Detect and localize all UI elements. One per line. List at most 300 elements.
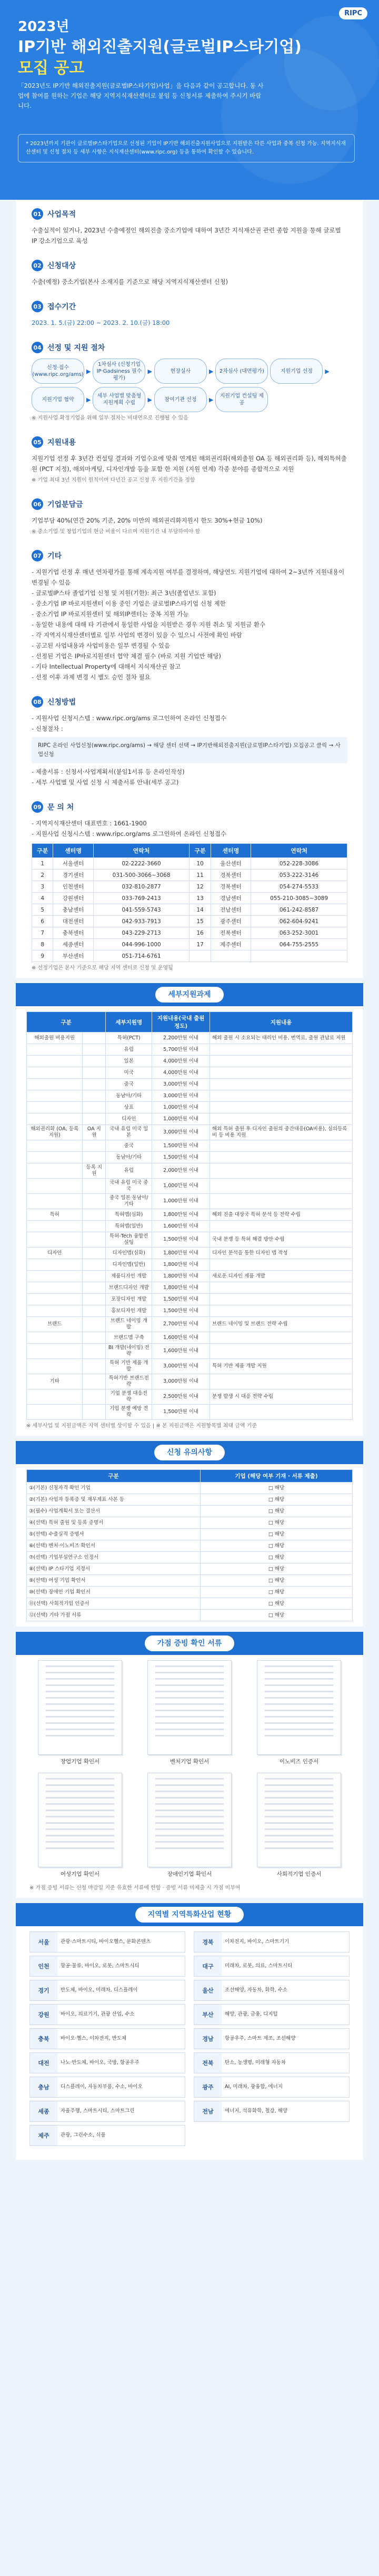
table-cell: 055-210-3085~3089 <box>251 893 347 904</box>
table-row <box>27 1248 353 1259</box>
table-header: 구분 <box>32 844 53 858</box>
table-header: 세부지원명 <box>106 1012 152 1033</box>
contact-table <box>32 843 347 962</box>
table-cell: 경기센터 <box>53 870 93 881</box>
table-cell: 2,500만원 이내 <box>152 1389 210 1405</box>
document-thumbnail <box>38 1660 122 1755</box>
table-row <box>27 1587 353 1598</box>
table-cell: 기업 분쟁 대응전략 <box>106 1389 152 1405</box>
table-cell: 브랜드 네이밍 개발 <box>106 1317 152 1332</box>
region-desc: 자율주행, 스마트시티, 스마트그린 <box>61 2108 135 2114</box>
document-line <box>46 1722 114 1724</box>
checklist-table <box>26 1469 353 1621</box>
table-cell: 특허맵(일반) <box>106 1221 152 1232</box>
table-cell <box>27 1044 83 1056</box>
table-cell: 9 <box>32 950 53 962</box>
document-line <box>46 1835 114 1836</box>
document-line <box>155 1835 224 1836</box>
table-cell: □ 해당 <box>201 1517 353 1529</box>
region-desc: 디스플레이, 자동차부품, 수소, 바이오 <box>61 2084 143 2090</box>
section-note: ※ 중소기업 및 창업기업의 현금 비율이 다르며 지원기간 내 부담하여야 할 <box>32 529 201 535</box>
table-row <box>27 1405 353 1420</box>
table-cell: BI 개발(네이밍) 전략 <box>106 1344 152 1359</box>
process-step: 1차심사 (신청기업 IP·Gadsiness 필수 평가) <box>93 359 145 384</box>
table-cell: ⑤(선택) 수출실적 증명서 <box>27 1529 201 1540</box>
table-cell: 1,600만원 이내 <box>152 1344 210 1359</box>
table-row <box>27 1294 353 1305</box>
document-line <box>155 1684 224 1686</box>
table-cell: 등록 지원 <box>83 1163 106 1179</box>
section-note: ※ 선정기업은 본사 기준으로 해당 지역 센터로 신청 및 운영됨 <box>32 965 173 971</box>
document-line <box>46 1797 114 1798</box>
document-card <box>30 1773 130 1878</box>
table-cell: 전북센터 <box>211 927 251 939</box>
table-cell: ⑥(선택) 벤처·이노비즈 확인서 <box>27 1540 201 1552</box>
region-item <box>194 1980 350 2001</box>
band-title: 세부지원과제 <box>155 987 223 1003</box>
document-line <box>265 1678 333 1680</box>
etc-item: - 지원기업 선정 후 매년 연차평가를 통해 계속지원 여부를 결정하며, 해당연도 지원기업에 대하여 2~3년까 지원내용이 변경될 수 있음 <box>32 568 345 586</box>
table-cell: □ 해당 <box>201 1575 353 1587</box>
section-number: 06 <box>32 498 43 510</box>
document-line <box>265 1803 333 1805</box>
section-contact <box>16 793 363 978</box>
table-cell: 유럽 <box>106 1044 152 1056</box>
region-item <box>194 2004 350 2025</box>
section-note: ※ 기업 최대 3년 지원이 원칙이며 다년간 공고 신청 후 지원기간을 정함 <box>32 477 195 483</box>
table-header: 구분 <box>27 1470 201 1483</box>
table-cell: □ 해당 <box>201 1494 353 1506</box>
process-step: 신청·접수 (www.ripc.org/ams) <box>32 359 84 384</box>
table-cell: 17 <box>190 939 211 950</box>
table-cell: 해외 진출 대상국 특허 분석 등 전략 수립 <box>210 1209 353 1221</box>
table-cell: 기업 분쟁 예방 전략 <box>106 1405 152 1420</box>
table-cell: 033-769-2413 <box>93 893 190 904</box>
table-row <box>32 939 347 950</box>
document-line <box>155 1691 224 1692</box>
region-desc: 바이오·헬스, 이차전지, 반도체 <box>61 2036 127 2041</box>
table-cell: 054-274-5533 <box>251 881 347 893</box>
table-cell: □ 해당 <box>201 1506 353 1517</box>
table-cell <box>27 1282 83 1294</box>
document-line <box>46 1784 114 1786</box>
document-line <box>155 1710 224 1711</box>
table-cell: 1 <box>32 858 53 870</box>
table-row <box>27 1494 353 1506</box>
document-thumbnail <box>38 1773 122 1867</box>
table-cell <box>83 1344 106 1359</box>
section-title: 문 의 처 <box>47 803 74 812</box>
table-cell: 15 <box>190 916 211 927</box>
region-name: 부산 <box>194 2005 222 2025</box>
arrow-right-icon: ▶ <box>147 367 152 375</box>
region-name: 충북 <box>30 2029 57 2049</box>
document-line <box>265 1735 333 1736</box>
table-row <box>32 950 347 962</box>
section-text: 지원기업 선정 후 3년간 컨설팅 결과와 기업수요에 맞춰 연계된 해외권리화(해외출원 OA 등 해외권리화 등), 해외특허출원 (PCT 지정), 해외마케팅, 디자인개발 등을 포함 한 지원 (지원 연계) 각종 분야를 종합적으로 지원 <box>32 455 347 473</box>
table-cell <box>210 1344 353 1359</box>
table-cell: 1,800만원 이내 <box>152 1271 210 1282</box>
document-card <box>249 1660 349 1765</box>
document-line <box>265 1791 333 1792</box>
document-thumbnail <box>147 1660 232 1755</box>
etc-item: - 중소기업 IP 바로지원센터 이용 중인 기업은 글로벌IP스타기업 신청 제한 <box>32 600 226 607</box>
section-process <box>16 333 363 428</box>
arrow-right-icon: ▶ <box>147 396 152 403</box>
table-cell: 부산센터 <box>53 950 93 962</box>
region-item <box>194 1931 350 1953</box>
table-cell <box>83 1271 106 1282</box>
document-line <box>46 1735 114 1736</box>
table-cell: 울산센터 <box>211 858 251 870</box>
table-cell: 1,500만원 이내 <box>152 1232 210 1248</box>
table-cell: 1,500만원 이내 <box>152 1140 210 1152</box>
table-cell: OA 지원 <box>83 1125 106 1140</box>
table-cell: 14 <box>190 904 211 916</box>
table-cell: 특허 기반 제품 개발 지원 <box>210 1359 353 1374</box>
document-line <box>265 1797 333 1798</box>
table-header: 기업 (해당 여부 기재 · 서류 제출) <box>201 1470 353 1483</box>
table-cell: 디자인 <box>106 1113 152 1125</box>
table-cell <box>83 1405 106 1420</box>
document-line <box>46 1684 114 1686</box>
table-cell: □ 해당 <box>201 1483 353 1494</box>
table-cell: 경북센터 <box>211 881 251 893</box>
table-row <box>32 916 347 927</box>
table-cell <box>83 1359 106 1374</box>
table-header: 지원내용(국내 출원 정도) <box>152 1012 210 1033</box>
table-cell <box>27 1405 83 1420</box>
document-line <box>46 1678 114 1680</box>
table-cell <box>27 1389 83 1405</box>
table-cell <box>210 1332 353 1344</box>
table-cell: 02-2222-3660 <box>93 858 190 870</box>
table-cell: □ 해당 <box>201 1587 353 1598</box>
region-item <box>29 2052 185 2073</box>
divider <box>16 1627 363 1632</box>
document-line <box>155 1797 224 1798</box>
contact-system-link[interactable]: - 지원사업 신청시스템 : www.ripc.org/ams 로그인하여 온라인 신청접수 <box>32 830 226 837</box>
table-cell: 063-252-3001 <box>251 927 347 939</box>
table-cell: 특허기반 브랜드전략 <box>106 1374 152 1389</box>
divider <box>16 978 363 983</box>
document-line <box>46 1672 114 1673</box>
table-header: 구분 <box>27 1012 106 1033</box>
table-cell: 국내 유럽 미국 일본 <box>106 1125 152 1140</box>
document-line <box>265 1722 333 1724</box>
table-cell: 5,700만원 이내 <box>152 1044 210 1056</box>
document-thumbnail <box>257 1773 341 1867</box>
table-cell: 051-714-6761 <box>93 950 190 962</box>
table-cell <box>210 1044 353 1056</box>
document-line <box>155 1697 224 1699</box>
section-text: 기업부담 40%(연간 20% 기준, 20% 미만의 해외권리화지원시 한도 30%+현금 10%) <box>32 517 263 524</box>
table-cell: 동남아/기타 <box>106 1090 152 1102</box>
table-cell: □ 해당 <box>201 1563 353 1575</box>
table-cell: 1,000만원 이내 <box>152 1194 210 1209</box>
table-cell: 포장디자인 개발 <box>106 1294 152 1305</box>
table-row <box>27 1598 353 1610</box>
table-cell: 1,800만원 이내 <box>152 1209 210 1221</box>
document-line <box>46 1729 114 1730</box>
table-cell <box>83 1152 106 1163</box>
table-cell: □ 해당 <box>201 1529 353 1540</box>
table-cell <box>27 1163 83 1179</box>
table-row <box>27 1332 353 1344</box>
ripc-logo: RIPC <box>339 7 367 19</box>
table-row <box>27 1221 353 1232</box>
table-cell: 044-996-1000 <box>93 939 190 950</box>
table-cell <box>83 1317 106 1332</box>
document-line <box>46 1810 114 1811</box>
region-item <box>194 1956 350 1977</box>
table-row <box>32 881 347 893</box>
table-cell <box>210 1305 353 1317</box>
table-cell: 일본 <box>106 1056 152 1067</box>
table-cell: 미국 <box>106 1067 152 1079</box>
region-name: 강원 <box>30 2005 57 2025</box>
region-item <box>29 1931 185 1953</box>
table-cell: 새로운 디자인 제품 개발 <box>210 1271 353 1282</box>
table-cell: 5 <box>32 904 53 916</box>
table-header: 연락처 <box>93 844 190 858</box>
table-cell: 4 <box>32 893 53 904</box>
table-row <box>27 1079 353 1090</box>
document-line <box>265 1784 333 1786</box>
table-cell <box>83 1332 106 1344</box>
region-desc: 조선해양, 자동차, 화학, 수소 <box>225 1987 288 1993</box>
document-label: 창업기업 확인서 <box>60 1759 100 1765</box>
table-cell: 중국 <box>106 1079 152 1090</box>
section-title: 선정 및 지원 절차 <box>47 344 105 352</box>
table-cell: 061-242-8587 <box>251 904 347 916</box>
table-cell: 동남아/기타 <box>106 1152 152 1163</box>
band-title: 지역별 지역특화산업 현황 <box>135 1907 244 1923</box>
table-cell: 특허 <box>27 1209 83 1221</box>
table-row <box>27 1517 353 1529</box>
table-cell: 기타 <box>27 1374 83 1389</box>
table-cell: 064-755-2555 <box>251 939 347 950</box>
table-row <box>27 1483 353 1494</box>
section-apply <box>16 688 363 793</box>
document-label: 장애인기업 확인서 <box>167 1871 212 1877</box>
process-steps <box>32 359 347 412</box>
table-cell <box>83 1179 106 1194</box>
table-row <box>27 1529 353 1540</box>
document-line <box>265 1778 333 1780</box>
document-line <box>46 1822 114 1824</box>
document-line <box>46 1841 114 1843</box>
document-line <box>155 1778 224 1780</box>
table-header: 지원내용 <box>210 1012 353 1033</box>
table-cell: □ 해당 <box>201 1610 353 1621</box>
table-cell <box>83 1221 106 1232</box>
document-line <box>46 1816 114 1817</box>
table-cell <box>210 1152 353 1163</box>
table-cell <box>83 1305 106 1317</box>
table-row <box>27 1610 353 1621</box>
document-thumbnail <box>257 1660 341 1755</box>
table-cell <box>27 1102 83 1113</box>
table-cell: 2,700만원 이내 <box>152 1317 210 1332</box>
table-cell: 대전센터 <box>53 916 93 927</box>
table-cell <box>27 1259 83 1271</box>
document-line <box>155 1803 224 1805</box>
table-cell: 디자인맵(일반) <box>106 1259 152 1271</box>
table-row <box>27 1563 353 1575</box>
section-purpose <box>16 200 363 251</box>
table-cell <box>83 1044 106 1056</box>
table-row <box>32 927 347 939</box>
table-cell: 12 <box>190 881 211 893</box>
document-label: 벤처기업 확인서 <box>169 1759 210 1765</box>
table-row <box>32 893 347 904</box>
table-cell: 브랜드 네이밍 및 브랜드 전략 수립 <box>210 1317 353 1332</box>
document-line <box>265 1847 333 1849</box>
table-cell: 국내 유럽 미국 중국 <box>106 1179 152 1194</box>
process-step: 2차심사 (대면평가) <box>215 359 268 384</box>
table-cell: 3,000만원 이내 <box>152 1090 210 1102</box>
table-cell <box>210 1067 353 1079</box>
document-line <box>46 1691 114 1692</box>
table-cell: 경남센터 <box>211 893 251 904</box>
region-item <box>29 2028 185 2049</box>
document-line <box>155 1828 224 1830</box>
table-cell: ⑫(선택) 기타 가점 서류 <box>27 1610 201 1621</box>
table-row <box>27 1067 353 1079</box>
table-row <box>27 1209 353 1221</box>
document-line <box>155 1716 224 1718</box>
section-text: 2023. 1. 5.(금) 22:00 ~ 2023. 2. 10.(금) 18:00 <box>32 319 170 326</box>
table-row <box>27 1163 353 1179</box>
arrow-right-icon: ▶ <box>86 396 91 403</box>
table-cell: 3 <box>32 881 53 893</box>
process-step: 지원기업 협약 <box>32 387 84 412</box>
table-cell <box>210 1163 353 1179</box>
section-title: 신청방법 <box>47 698 76 707</box>
table-cell <box>27 1056 83 1067</box>
table-cell <box>210 1374 353 1389</box>
region-item <box>194 2077 350 2098</box>
table-row <box>27 1344 353 1359</box>
table-cell <box>27 1113 83 1125</box>
table-cell: 특허(PCT) <box>106 1033 152 1044</box>
document-line <box>46 1828 114 1830</box>
document-line <box>155 1847 224 1849</box>
section-number: 01 <box>32 208 43 220</box>
table-cell: 031-500-3066~3068 <box>93 870 190 881</box>
section-text: 수출(예정) 중소기업(본사 소재지를 기준으로 해당 지역지식재산센터 신청) <box>32 278 228 285</box>
region-column-left <box>29 1931 185 2149</box>
document-line <box>155 1816 224 1817</box>
region-name: 대전 <box>30 2053 57 2073</box>
table-cell <box>83 1209 106 1221</box>
region-item <box>194 2028 350 2049</box>
document-label: 사회적기업 인증서 <box>276 1871 322 1877</box>
table-header: 연락처 <box>251 844 347 858</box>
region-name: 경남 <box>194 2029 222 2049</box>
contact-phone: - 지역지식재산센터 대표번호 : 1661-1900 <box>32 820 147 827</box>
hero-description: 「2023년도 IP기반 해외진출지원(글로벌IP스타기업)사업」을 다음과 같이 공고합니다. 동 사업에 참여를 원하는 기업은 해당 지역지식재산센터로 붙임 등 신청서류 제출하여 주시기 바랍니다. <box>18 82 264 109</box>
table-cell <box>210 1259 353 1271</box>
region-desc: 에너지, 석유화학, 철강, 해양 <box>225 2108 288 2114</box>
table-cell: 유럽 <box>106 1163 152 1179</box>
section-title: 사업목적 <box>47 210 76 219</box>
region-desc: 반도체, 바이오, 미래차, 디스플레이 <box>61 1987 138 1993</box>
table-cell <box>83 1389 106 1405</box>
table-row <box>27 1389 353 1405</box>
region-desc: 항공·물류, 바이오, 로봇, 스마트시티 <box>61 1963 139 1969</box>
table-cell: 053-222-3146 <box>251 870 347 881</box>
table-row <box>27 1102 353 1113</box>
apply-system-link[interactable]: - 지원사업 신청시스템 : www.ripc.org/ams 로그인하여 온라인 신청접수 <box>32 714 226 722</box>
table-cell <box>27 1232 83 1248</box>
region-desc: 해양, 관광, 금융, 디지털 <box>225 2011 278 2017</box>
region-item <box>194 2101 350 2122</box>
table-row <box>27 1044 353 1056</box>
table-cell: 13 <box>190 893 211 904</box>
table-cell: 1,800만원 이내 <box>152 1259 210 1271</box>
table-cell: 특허 기반 제품 개발 <box>106 1359 152 1374</box>
table-cell <box>83 1282 106 1294</box>
table-row <box>27 1179 353 1194</box>
table-cell: 1,600만원 이내 <box>152 1332 210 1344</box>
region-name: 세종 <box>30 2101 57 2121</box>
table-cell: ③(필수) 사업계획서 또는 결산서 <box>27 1506 201 1517</box>
table-cell: 032-810-2877 <box>93 881 190 893</box>
table-row <box>27 1090 353 1102</box>
table-cell <box>210 1282 353 1294</box>
document-line <box>265 1684 333 1686</box>
document-line <box>155 1703 224 1705</box>
table-cell: 경북센터 <box>211 870 251 881</box>
table-cell <box>83 1259 106 1271</box>
arrow-right-icon: ▶ <box>86 367 91 375</box>
document-card <box>139 1773 240 1878</box>
table-cell <box>210 1113 353 1125</box>
table-cell <box>210 1102 353 1113</box>
table-cell: 2 <box>32 870 53 881</box>
table-cell: 8 <box>32 939 53 950</box>
section-title: 기업분담금 <box>47 500 83 509</box>
table-cell <box>251 950 347 962</box>
region-name: 인천 <box>30 1956 57 1976</box>
table-cell <box>83 1033 106 1044</box>
table-cell: 중국 <box>106 1140 152 1152</box>
section-etc <box>16 541 363 688</box>
table-cell: 제품디자인 개발 <box>106 1271 152 1282</box>
document-thumbnail <box>147 1773 232 1867</box>
region-desc: 나노·반도체, 바이오, 국방, 항공우주 <box>61 2060 139 2066</box>
table-row <box>27 1374 353 1389</box>
table-cell: 2,000만원 이내 <box>152 1163 210 1179</box>
document-line <box>155 1822 224 1824</box>
process-step: 지원기업 컨설팅 제공 <box>215 387 268 412</box>
table-cell: 041-559-5743 <box>93 904 190 916</box>
etc-item: - 선정 이후 과제 변경 시 별도 승인 절차 필요 <box>32 673 151 681</box>
table-cell: 4,000만원 이내 <box>152 1067 210 1079</box>
table-cell <box>210 1079 353 1090</box>
document-line <box>46 1847 114 1849</box>
table-cell <box>83 1248 106 1259</box>
region-name: 울산 <box>194 1980 222 2000</box>
document-line <box>46 1710 114 1711</box>
section-title: 지원내용 <box>47 438 76 447</box>
document-line <box>265 1816 333 1817</box>
table-cell <box>27 1090 83 1102</box>
band-header <box>16 1632 363 1655</box>
table-cell: □ 해당 <box>201 1598 353 1610</box>
